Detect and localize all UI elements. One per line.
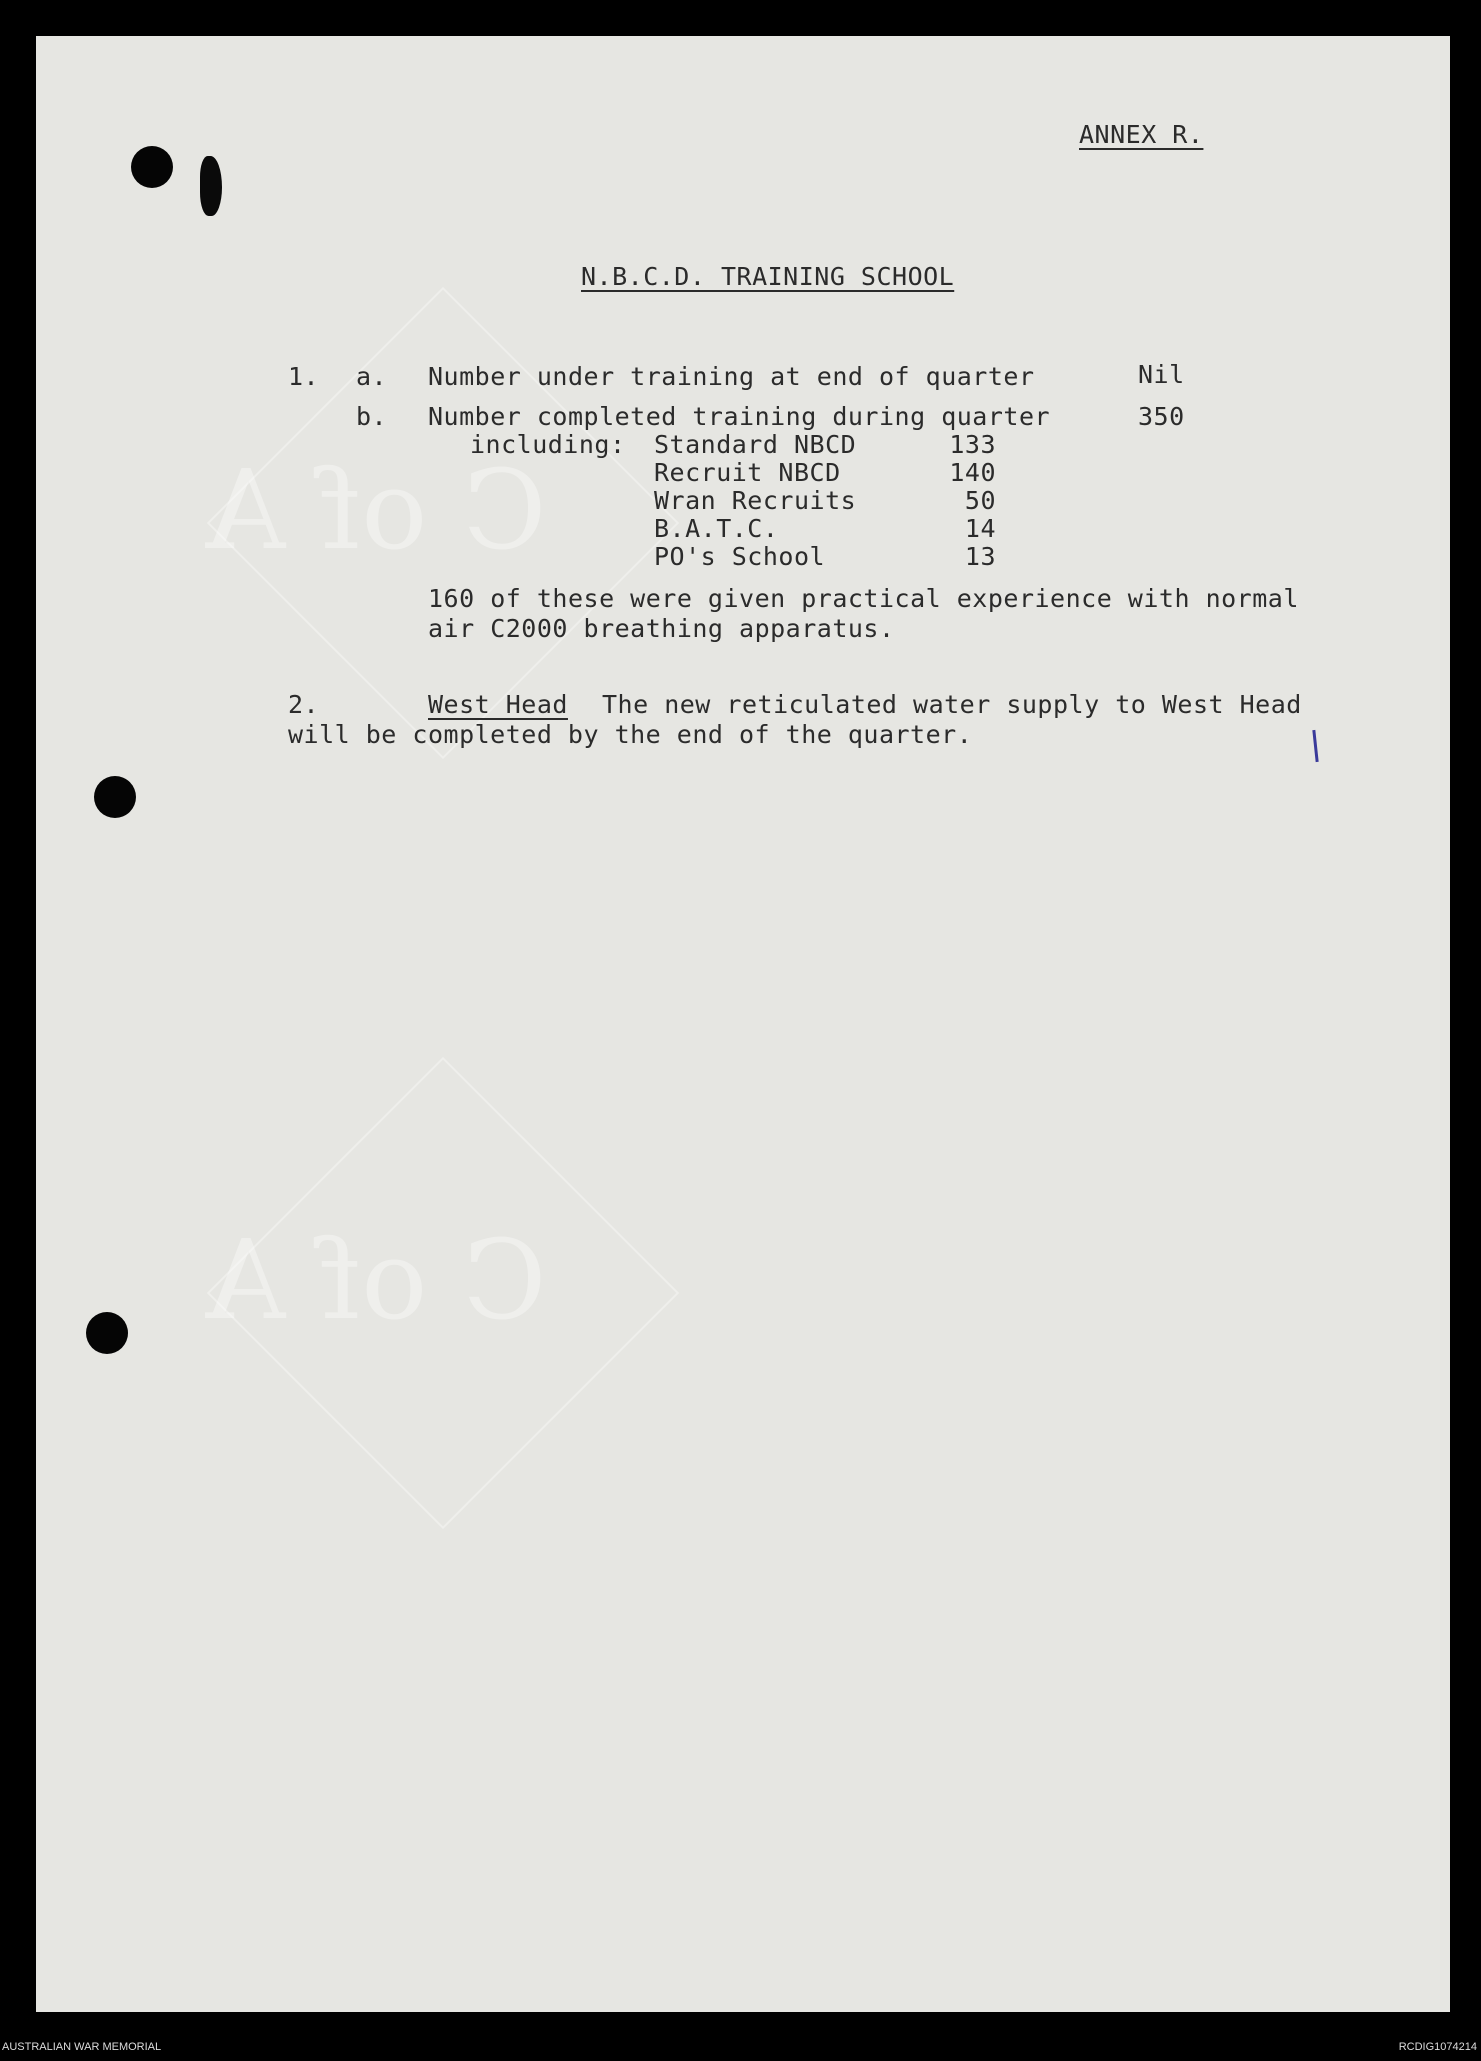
breakdown-value: 13 [964,542,996,571]
item2-line1: The new reticulated water supply to West Head [602,690,1302,719]
breakdown-value: 133 [949,430,996,459]
footer-left: AUSTRALIAN WAR MEMORIAL [2,2041,162,2053]
breakdown-value: 50 [964,486,996,515]
paper-tear [200,156,222,216]
item2-heading: West Head [428,690,568,719]
including-label: including: [470,430,626,459]
breakdown-label: PO's School [654,542,826,571]
item1-note-line1: 160 of these were given practical experience with normal [428,584,1299,613]
item1b-text: Number completed training during quarter [428,402,1051,431]
item2-number: 2. [288,690,320,719]
punch-hole-middle [94,776,136,818]
item1a-letter: a. [356,362,388,391]
breakdown-value: 140 [949,458,996,487]
breakdown-label: B.A.T.C. [654,514,779,543]
item1a-text: Number under training at end of quarter [428,362,1035,391]
item2-line2: will be completed by the end of the quarter. [288,720,973,749]
breakdown-label: Wran Recruits [654,486,857,515]
document-page [36,36,1450,2012]
breakdown-label: Standard NBCD [654,430,857,459]
page-title: N.B.C.D. TRAINING SCHOOL [581,262,955,291]
item1-number: 1. [288,362,320,391]
item1-note-line2: air C2000 breathing apparatus. [428,614,895,643]
footer-right: RCDIG1074214 [1398,2041,1477,2053]
item1a-value: Nil [1138,360,1185,389]
punch-hole-bottom [86,1312,128,1354]
watermark-text: C of A [206,446,547,574]
watermark-text-lower: C of A [206,1216,547,1344]
item1b-value: 350 [1138,402,1185,431]
pen-mark [1312,730,1318,762]
item1b-letter: b. [356,402,388,431]
breakdown-label: Recruit NBCD [654,458,841,487]
punch-hole-top [131,146,173,188]
annex-label: ANNEX R. [1079,120,1204,149]
breakdown-value: 14 [964,514,996,543]
